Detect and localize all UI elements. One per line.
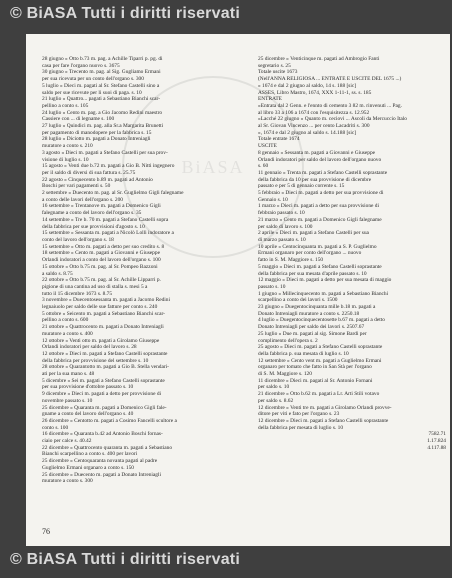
total-value: 1.17.824 <box>427 438 446 445</box>
ledger-line: 26 dicembre » Centotto m. pagati a Cosimo Fancelli scultore a <box>42 417 177 424</box>
ledger-line: ati per la sua mano s. 48 <box>42 371 95 378</box>
ledger-line: muratore a conto s. 210 <box>42 143 93 150</box>
ledger-line: Orlandi indoratori per saldo del lavoro dell'organo nuovo <box>258 156 382 163</box>
ledger-line: muratore a conto s. 400 <box>42 330 93 337</box>
ledger-line: Boschi per vari pagamenti s. 50 <box>42 183 111 190</box>
ledger-line: 23 giugno » Duegentocinquanta mille b.18 m. pagati a <box>258 304 376 311</box>
ledger-line: della fabbrica p. sua mesata di luglio s. 10 <box>258 350 349 357</box>
ledger-line: per sua provvisione d'ottobre passato s. 10 <box>42 384 134 391</box>
watermark-text-bottom: © BiASA Tutti i diritti riservati <box>10 551 240 568</box>
ledger-line: Donato Intreniagli per saldo dei lavori s. 2507.67 <box>258 324 365 331</box>
ledger-line: organaro per tomato che fatto in San Stà per l'organo <box>258 364 372 371</box>
ledger-line: 3 agosto » Dieci m. pagati a Stefano Castelli per sua prov- <box>42 149 168 156</box>
watermark-banner-top <box>0 0 452 32</box>
ledger-line: 8 gennaio » Sessanta m. pagati a Giovanni e Giuseppe <box>258 149 376 156</box>
ledger-line: »Entrata dal 2 Genn. e l'ennto di cemento 3 82 m. rinvenuti ... Pag. <box>258 102 402 109</box>
ledger-line: », 1674 e dal 2 giugno al saldo s. 14.188 [sic] <box>258 129 357 136</box>
ledger-line: 28 giugno » Otto b.73 m. pag. a Achille Tiparri p. pg. di <box>42 56 163 62</box>
ledger-line: USCITE <box>258 143 277 150</box>
totals-block <box>258 431 446 451</box>
ledger-line: 12 ottobre » Dieci m. pagati a Stefano Castelli soprastante <box>42 350 168 357</box>
ledger-line: 9 dicembre » Dieci m. pagati a detto per provvisione di <box>42 391 162 398</box>
ledger-line: 15 agosto » Venti due b.72 m. pagati a Gio B. Nitti ingegnero <box>42 163 175 170</box>
ledger-line: 15 ottobre » Otto b.75 m. pag. al Sr. Pompeo Bazzoni <box>42 263 158 270</box>
ledger-line: 11 dicembre » Dieci m. pagati al Sr. Antonio Fornani <box>258 377 373 384</box>
ledger-line: febbraio passato s. 10 <box>258 210 305 217</box>
document-page <box>26 34 450 554</box>
ledger-line: 16 dicembre » Quaranta b.42 ad Antonio Boschi fornas- <box>42 431 163 438</box>
ledger-line: 21 dicembre » Otto b.62 m. pagati a Lr. Arti Stili votavo <box>258 391 380 398</box>
ledger-line: 3 novembre » Duecentosessanta m. pagati a Jacomo Redini <box>42 297 170 304</box>
ledger-line: per saldo s. 10 <box>258 384 290 391</box>
ledger-line: della fabbrica per sua mesata d'aprile passato s. 10 <box>258 270 367 277</box>
ledger-line: Donato Intreniagli muratore a conto s. 2250.18 <box>258 310 360 317</box>
ledger-line: novembre passato s. 10 <box>42 397 93 404</box>
ledger-line: 14 settembre » Tre b. 70 m. pagati a Stefano Castelli sopra <box>42 216 169 223</box>
ledger-line: della fabbrica per mesata di luglio s. 10 <box>258 424 344 431</box>
ledger-line: di marzo passato s. 10 <box>258 236 306 243</box>
ledger-line: di S. M. Maggiore s. 120 <box>258 371 312 378</box>
ledger-line: 1 giugno » Millecinquecento m. pagati a Sebastiano Bianchi <box>258 290 389 297</box>
ledger-line: 22 agosto » Cinquecento b.89 m. pagati ad Antonio <box>42 176 153 183</box>
right-column <box>258 56 446 451</box>
ledger-line: 30 giugno » Trecento m. pag. al Sig. Gugliamo Ermani <box>42 69 161 76</box>
ledger-line: 25 dicembre » Duecento m. pagati a Donato Intreniagli <box>42 471 162 478</box>
ledger-line: legnaiuolo per saldo delle sue fatture per conto s. 240 <box>42 304 158 311</box>
ledger-line: 18 settembre » Cento m. pagati a Giovanni e Giuseppe <box>42 250 160 257</box>
ledger-line: 28 luglio » Diciotto m. pagati a Donato Intreniagli <box>42 136 151 143</box>
ledger-line: s. 60 <box>258 163 269 170</box>
ledger-line: 5 febbraio » Dieci m. pagati a detto per sua provvisione di <box>258 190 384 197</box>
ledger-line: della fabbrica per provvisione del settembre s. 10 <box>42 357 149 364</box>
ledger-line: Orlandi indoratori a conto del lavoro dell'organo s. 100 <box>42 257 161 264</box>
ledger-line: casa per fare l'organo nuovo s. 3675 <box>42 62 120 69</box>
ledger-line: della fabbrica da 10 per sua provvisione di dicembre <box>258 176 372 183</box>
ledger-line: 5 maggio » Dieci m. pagati a Stefano Castelli soprastante <box>258 263 382 270</box>
ledger-line: Ermani organaro per conto dell'organo ... nuovo <box>258 250 362 257</box>
ledger-line: 4 luglio » Duegentocinquecentosette b.67 m. pagati a detto <box>258 317 385 324</box>
ledger-line: per pagamento di manodopere per la fabbrica s. 15 <box>42 129 152 136</box>
ledger-line: 5 dicembre » Sei m. pagati a Stefano Castelli soprastante <box>42 377 165 384</box>
ledger-line: falegname a conto del lavoro dell'organo s. 35 <box>42 210 142 217</box>
ledger-line: ASSES, Libro Mastro, 1674, XXX 1-11-1, ss. s. 185 <box>258 89 372 96</box>
ledger-line: passato s. 10 <box>258 283 286 290</box>
ledger-line: Cassiere con ... di legname s. 100 <box>42 116 115 123</box>
ledger-line: 5 luglio » Dieci m. pagati al Sr. Stefano Castelli sino a <box>42 82 160 89</box>
ledger-line: 28 ottobre » Quarantotto m. pagati a Gio B. Stella vendari- <box>42 364 169 371</box>
total-value: 4.117.88 <box>427 444 446 451</box>
ledger-line: » 1674 e dal 2 giugno al saldo, 14 s. 188 [sic] <box>258 82 357 89</box>
ledger-line: 25 dicembre » Venticinque m. pagati ad Ambrogio Fanti <box>258 56 380 62</box>
ledger-line: 11 gennaio » Trenta m. pagati a Stefano Castelli soprastante <box>258 169 388 176</box>
ledger-line: complimento dell'opera s. 2 <box>258 337 318 344</box>
page-number: 76 <box>42 527 50 536</box>
ledger-line: Totale uscite 1673 <box>258 69 298 76</box>
ledger-line: 15 settembre » Sessanta m. pagati a Nicolò Lolli indoratore a <box>42 230 174 237</box>
ledger-line: per saldo di lavoro s. 100 <box>258 223 313 230</box>
ledger-line: conto del lavoro dell'organo s. 18 <box>42 236 114 243</box>
ledger-line: 2 settembre » Duecento m. pag. al Sr. Guglielmo Gigli falegname <box>42 190 184 197</box>
ledger-line: 22 ottobre » Otto b.75 m. pag. al Sr. Achille Lipparri p. <box>42 277 161 284</box>
ledger-line: (Nell'ANNA RELIGIOSA ... ENTRATE E USCITE DEL 1675 ...) <box>258 76 402 83</box>
ledger-line: 12 maggio » Dieci m. pagati a detto per sua mesata di maggio <box>258 277 392 284</box>
ledger-line: 15 settembre » Otto m. pagati a detto per suo credito s. 8 <box>42 243 165 250</box>
ledger-line: 25 agosto » Dieci m. pagati a Stefano Castelli soprastante <box>258 344 383 351</box>
ledger-line: della fabbrica per sue provvisioni d'agosto s. 10 <box>42 223 145 230</box>
ledger-line: pellino a conto s. 600 <box>42 317 89 324</box>
ledger-line: scarpellino a conto dei lavori s. 1500 <box>258 297 338 304</box>
ledger-line: tutto il 15 dicembre 1673 s. 8.75 <box>42 290 113 297</box>
ledger-line: passato e per 5 di gennaio corrente s. 15 <box>258 183 345 190</box>
ledger-line: 21 marzo » Cento m. pagati a Domenico Gigli falegname <box>258 216 382 223</box>
ledger-line: 12 dicembre » Venti tre m. pagati a Girolamo Orlandi provve- <box>258 404 392 411</box>
ledger-line: al Sr. Giovan Vincenzo ... per cento Lacadriti s. 300 <box>258 123 370 130</box>
ledger-line: muratore a conto s. 300 <box>42 478 93 485</box>
ledger-line: 25 luglio » Due m. pagati al sig. Simone Bardi per <box>258 330 367 337</box>
ledger-line: per il saldo di diversi di sua fattura s. 25.75 <box>42 169 136 176</box>
ledger-line: ciaio per calce s. 40.42 <box>42 438 92 445</box>
ledger-line: pigione di una cantina ad uso di stalla s. mesi 5 a <box>42 283 148 290</box>
ledger-line: a saldo s. 8.75 <box>42 270 73 277</box>
ledger-line: 12 ottobre » Venti otto m. pagati a Girolamo Giuseppe <box>42 337 160 344</box>
ledger-line: pellino a conto s. 105 <box>42 102 89 109</box>
watermark-banner-bottom <box>0 546 452 578</box>
ledger-line: 10 aprile » Centocinquanta m. pagati a S. P. Guglielmo <box>258 243 377 250</box>
ledger-line: Orlandi indoratori per saldo del lavoro s. 28 <box>42 344 137 351</box>
ledger-line: Guglielmo Ermani organaro a conto s. 150 <box>42 464 134 471</box>
ledger-line: al libro 33 a 106 a 1674 con l'esquisitezza s. 12.952 <box>258 109 370 116</box>
ledger-line: visione di luglio s. 10 <box>42 156 89 163</box>
ledger-line: »Lacché 22 giugno » Quanto m. ceciovi ... Ascoli da Mercuccio Italo <box>258 116 407 123</box>
ledger-line: 21 luglio » Quattro... pagati a Sebastiano Bianchi scar- <box>42 96 161 103</box>
ledger-line: 24 luglio » Cento m. pag. a Gio Jacomo Redini maestro <box>42 109 163 116</box>
ledger-line: per sua ricevuta per un conto dell'organo s. 300 <box>42 76 144 83</box>
ledger-line: Bianchi scarpellino a conto s. 400 per lavori <box>42 451 138 458</box>
ledger-line: 25 dicembre » Quaranta m. pagati a Domenico Gigli fale- <box>42 404 167 411</box>
ledger-line: gname a conto del lavoro dell'organo s. 40 <box>42 411 134 418</box>
ledger-line: ENTRATE <box>258 96 282 103</box>
watermark-text: © BiASA Tutti i diritti riservati <box>10 5 240 22</box>
ledger-line: 22 dicembre » Quattrocento quaranta m. pagati a Sebastiano <box>42 444 173 451</box>
ledger-line: ditore per viti e fato per l'organo s. 23 <box>258 411 340 418</box>
ledger-line: 27 luglio » Quindici m. pag. alla Sr.a Margarita Brunetti <box>42 123 164 130</box>
ledger-line: 16 settembre » Trentanove m. pagati a Domenico Gigli <box>42 203 161 210</box>
ledger-line: conto s. 100 <box>42 424 69 431</box>
ledger-line: Totale entrate 1674 <box>258 136 300 143</box>
ledger-line: 21 ottobre » Quattrocento m. pagati a Donato Intreniagli <box>42 324 164 331</box>
left-column <box>42 56 242 485</box>
ledger-line: 12 dicembre » Dieci m. pagati a Stefano Castelli soprastante <box>258 417 389 424</box>
ledger-line: 5 ottobre » Seicento m. pagati a Sebastiano Bianchi scar- <box>42 310 165 317</box>
ledger-line: segretario s. 25 <box>258 62 291 69</box>
ledger-line: per saldo s. 8.62 <box>258 397 294 404</box>
ledger-line: 2 aprile » Dieci m. pagati a Stefano Castelli per sua <box>258 230 369 237</box>
ledger-line: Gennaio s. 10 <box>258 196 288 203</box>
ledger-line: 12 settembre » Cento vent m. pagati a Guglielmo Ermani <box>258 357 382 364</box>
ledger-line: 25 dicembre » Centoquaranta novanta pagati al padre <box>42 458 158 465</box>
library-seal-watermark: BiASA <box>122 76 304 258</box>
ledger-line: a conto delle lavori dell'organo s. 200 <box>42 196 123 203</box>
total-value: 7582.71 <box>428 431 446 438</box>
ledger-line: fatto in S. M. Maggiore s. 150 <box>258 257 324 264</box>
ledger-line: 1 marzo » Dieci m. pagati a detto per sua provvisione di <box>258 203 379 210</box>
ledger-line: saldo per sue ricevute per li suoi di paga. s. 10 <box>42 89 142 96</box>
